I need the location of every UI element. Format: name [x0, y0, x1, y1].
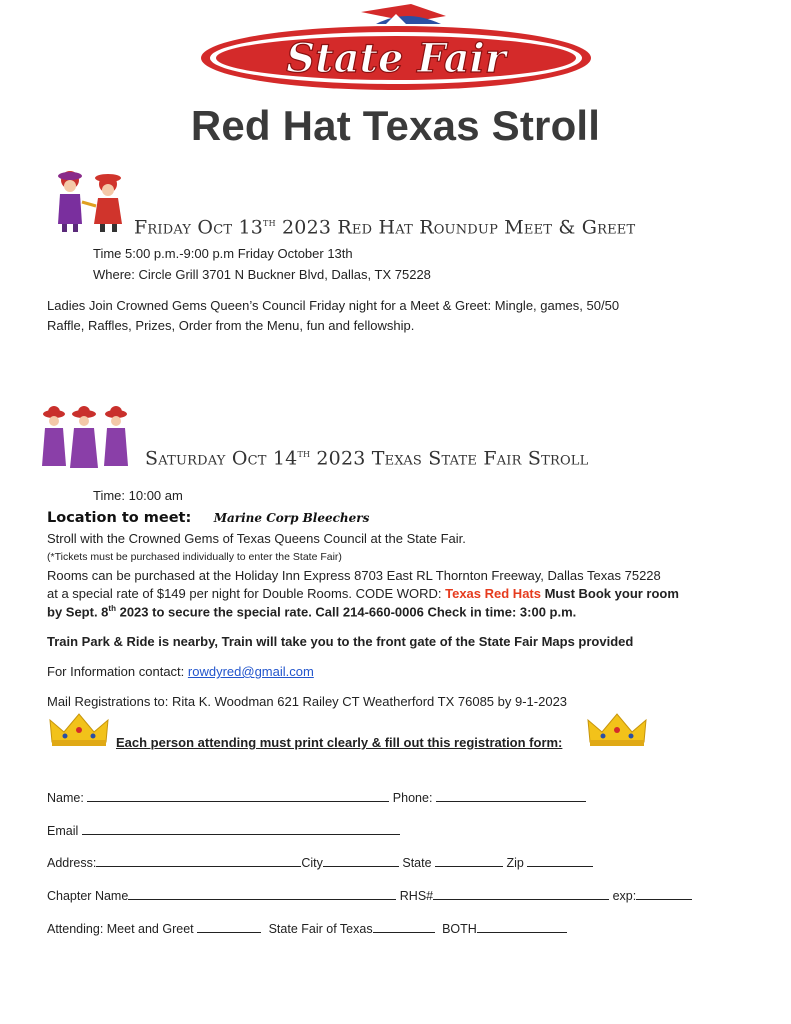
- email-link[interactable]: rowdyred@gmail.com: [187, 664, 314, 679]
- state-fair-label: State Fair of Texas: [268, 922, 373, 936]
- friday-description-line-2: Raffle, Raffles, Prizes, Order from the Menu, fun and fellowship.: [47, 318, 415, 333]
- zip-label: Zip: [506, 856, 524, 870]
- logo-text: State Fair: [286, 35, 506, 82]
- both-label: BOTH: [442, 922, 477, 936]
- rhs-label: RHS#: [399, 889, 434, 903]
- city-label: City: [301, 856, 323, 870]
- info-contact: For Information contact: rowdyred@gmail.com: [47, 664, 314, 679]
- exp-field[interactable]: [636, 887, 692, 900]
- meet-greet-field[interactable]: [197, 920, 261, 933]
- mail-registrations: Mail Registrations to: Rita K. Woodman 621 Railey CT Weatherford TX 76085 by 9-1-2023: [47, 694, 568, 709]
- exp-label: exp:: [612, 889, 637, 903]
- crown-icon: [48, 712, 110, 748]
- crown-icon: [586, 712, 648, 748]
- red-hat-ladies-group-illustration: [40, 404, 134, 476]
- saturday-headline: Saturday Oct 14th 2023 Texas State Fair Stroll: [145, 447, 589, 470]
- chapter-label: Chapter Name: [47, 889, 129, 903]
- friday-time: Time 5:00 p.m.-9:00 p.m Friday October 13th: [93, 246, 353, 261]
- friday-where: Where: Circle Grill 3701 N Buckner Blvd, Dallas, TX 75228: [93, 267, 431, 282]
- both-field[interactable]: [477, 920, 567, 933]
- stroll-text: Stroll with the Crowned Gems of Texas Queens Council at the State Fair.: [47, 531, 466, 546]
- state-fair-field[interactable]: [373, 920, 435, 933]
- train-info: Train Park & Ride is nearby, Train will take you to the front gate of the State Fair Maps provided: [47, 634, 634, 649]
- location-row: [47, 509, 369, 527]
- rhs-field[interactable]: [433, 887, 609, 900]
- friday-headline: Friday Oct 13th 2023 Red Hat Roundup Meet & Greet: [134, 216, 636, 239]
- city-field[interactable]: [323, 854, 399, 867]
- address-label: Address:: [47, 856, 97, 870]
- state-field[interactable]: [435, 854, 503, 867]
- registration-instruction: Each person attending must print clearly & fill out this registration form:: [116, 735, 563, 750]
- saturday-time: Time: 10:00 am: [93, 488, 183, 503]
- friday-description-line-1: Ladies Join Crowned Gems Queen’s Council Friday night for a Meet & Greet: Mingle, games, 50/50: [47, 298, 620, 313]
- state-fair-logo: [196, 2, 596, 94]
- page-title: Red Hat Texas Stroll: [190, 102, 601, 149]
- form-row-address: [47, 854, 593, 870]
- form-row-email: [47, 822, 400, 838]
- attending-label: Attending: Meet and Greet: [47, 922, 194, 936]
- location-label: Location to meet:: [47, 510, 192, 526]
- form-row-chapter: [47, 887, 692, 903]
- rooms-line-1: Rooms can be purchased at the Holiday Inn Express 8703 East RL Thornton Freeway, Dallas Texas 75228: [47, 568, 661, 583]
- zip-field[interactable]: [527, 854, 593, 867]
- location-value: Marine Corp Bleechers: [213, 511, 370, 525]
- rooms-line-2: at a special rate of $149 per night for Double Rooms. CODE WORD: Texas Red Hats Must Book your room: [47, 586, 679, 601]
- email-label: Email: [47, 824, 79, 838]
- phone-label: Phone:: [392, 791, 433, 805]
- name-field[interactable]: [87, 789, 389, 802]
- state-label: State: [402, 856, 432, 870]
- name-label: Name:: [47, 791, 84, 805]
- email-field[interactable]: [82, 822, 400, 835]
- tickets-note: (*Tickets must be purchased individually to enter the State Fair): [47, 551, 342, 563]
- chapter-field[interactable]: [128, 887, 396, 900]
- code-word: Texas Red Hats: [445, 586, 541, 601]
- address-field[interactable]: [96, 854, 301, 867]
- rooms-line-3: by Sept. 8th 2023 to secure the special rate. Call 214-660-0006 Check in time: 3:00 p.m.: [47, 604, 577, 620]
- red-hat-ladies-illustration: [52, 166, 132, 234]
- form-row-name: [47, 789, 586, 805]
- form-row-attending: [47, 920, 567, 936]
- phone-field[interactable]: [436, 789, 586, 802]
